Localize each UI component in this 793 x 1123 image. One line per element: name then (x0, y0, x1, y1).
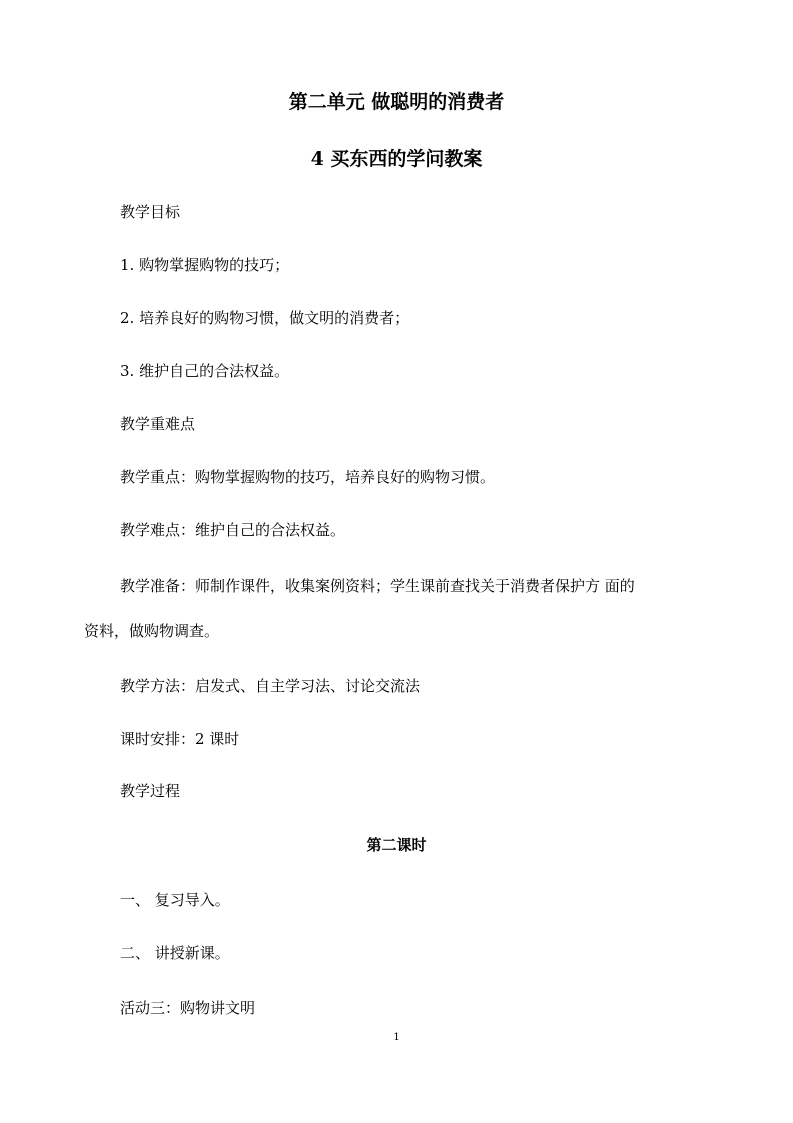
paragraph-methods: 教学方法：启发式、自主学习法、讨论交流法 (120, 677, 421, 695)
paragraph-goal-2: 2. 培养良好的购物习惯，做文明的消费者； (120, 309, 410, 327)
paragraph-key-points: 教学重点：购物掌握购物的技巧，培养良好的购物习惯。 (120, 468, 496, 486)
document-title: 第二单元 做聪明的消费者 (288, 91, 505, 113)
paragraph-preparation-cont: 资料，做购物调查。 (84, 622, 220, 640)
paragraph-key-difficulties: 教学重难点 (120, 415, 196, 433)
paragraph-activity-3: 活动三：购物讲文明 (120, 999, 256, 1017)
paragraph-goal-1: 1. 购物掌握购物的技巧； (120, 256, 290, 274)
document-subtitle: 4 买东西的学问教案 (310, 148, 483, 170)
page-number: 1 (393, 1032, 400, 1043)
paragraph-difficult-points: 教学难点：维护自己的合法权益。 (120, 521, 346, 539)
paragraph-teaching-goals: 教学目标 (120, 203, 181, 221)
paragraph-preparation: 教学准备：师制作课件，收集案例资料；学生课前查找关于消费者保护方 面的 (120, 577, 635, 595)
paragraph-goal-3: 3. 维护自己的合法权益。 (120, 362, 290, 380)
paragraph-process: 教学过程 (120, 782, 181, 800)
paragraph-schedule: 课时安排：2 课时 (120, 730, 240, 748)
paragraph-new-lesson: 二、 讲授新课。 (120, 944, 230, 962)
paragraph-review: 一、 复习导入。 (120, 891, 230, 909)
section-heading: 第二课时 (366, 836, 427, 854)
